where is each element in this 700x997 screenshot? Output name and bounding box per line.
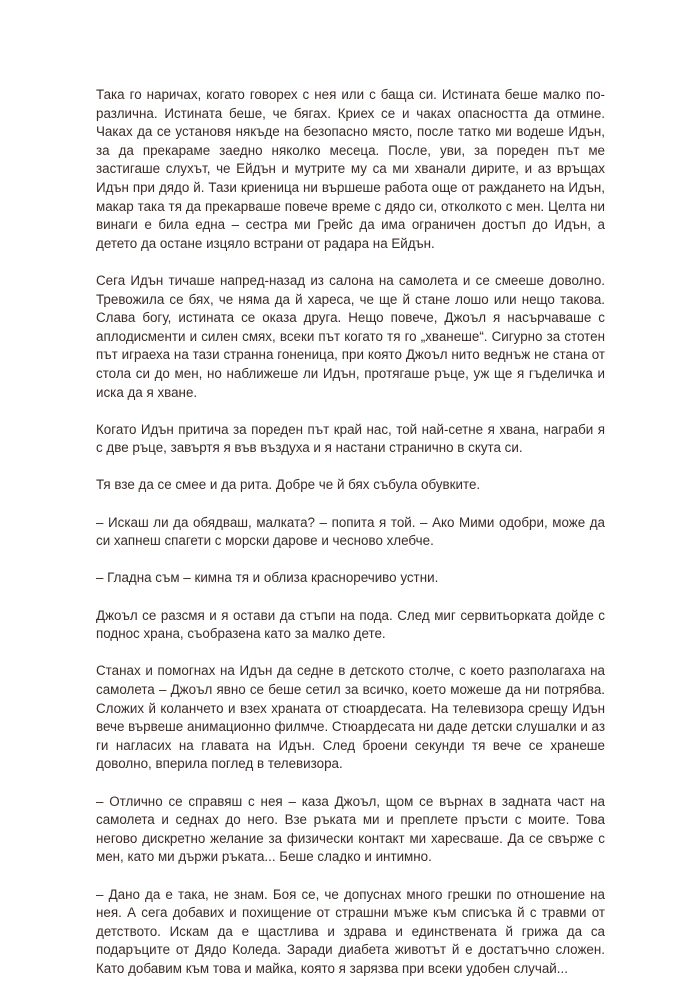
paragraph: – Дано да е така, не знам. Боя се, че допуснах много грешки по отношение на нея. А сега добавих и похищение от страшни мъже към списъка й с травми от детството. Искам да е щастлива и здрава и единствената й грижа да са подаръците от Дядо Коледа. Заради диабета животът й е достатъчно сложен. Като добавим към това и майка, която я зарязва при всеки удобен случай... bbox=[96, 886, 605, 976]
paragraph: Тя взе да се смее и да рита. Добре че й бях събула обувките. bbox=[96, 477, 481, 493]
paragraph: – Гладна съм – кимна тя и облиза красноречиво устни. bbox=[96, 570, 439, 586]
paragraph: Когато Идън притича за пореден път край нас, той най-сетне я хвана, награби я с две ръце, завъртя я във въздуха и я настани странично в скута си. bbox=[96, 421, 605, 456]
paragraph: Сега Идън тичаше напред-назад из салона на самолета и се смееше доволно. Тревожила се бях, че няма да й хареса, че ще й стане лошо или нещо такова. Слава богу, истината се оказа друга. Нещо повече, Джоъл я насърчаваше с аплодисменти и силен смях, всеки път когато тя го „хванеше“. Сигурно за стотен път играеха на тази странна гоненица, при която Джоъл нито веднъж не стана от стола си до мен, но наближеше ли Идън, протягаше ръце, уж ще я гъделичка и иска да я хване. bbox=[96, 272, 605, 400]
paragraph: Джоъл се разсмя и я остави да стъпи на пода. След миг сервитьорката дойде с поднос храна, съобразена като за малко дете. bbox=[96, 607, 605, 642]
paragraph: Станах и помогнах на Идън да седне в детското столче, с което разполагаха на самолета – Джоъл явно се беше сетил за всичко, което можеше да ни потрябва. Сложих й коланчето и взех храната от стюардесата. На телевизора срещу Идън вече вървеше анимационно филмче. Стюардесата ни даде детски слушалки и аз ги нагласих на главата на Идън. След броени секунди тя вече се хранеше доволно, вперила поглед в телевизора. bbox=[96, 663, 605, 772]
paragraph: – Искаш ли да обядваш, малката? – попита я той. – Ако Мими одобри, може да си хапнеш спагети с морски дарове и чесново хлебче. bbox=[96, 514, 605, 549]
document-page bbox=[96, 86, 605, 997]
paragraph: Така го наричах, когато говорех с нея или с баща си. Истината беше малко по-различна. Истината беше, че бягах. Криех се и чаках опасността да отмине. Чаках да се установя някъде на безопасно място, после татко ми водеше Идън, за да прекараме заедно няколко месеца. После, уви, за пореден път ме застигаше слухът, че Ейдън и мутрите му са ми хванали дирите, и аз връщах Идън при дядо й. Тази криеница ни вършеше работа още от раждането на Идън, макар така тя да прекарваше повече време с дядо си, отколкото с мен. Целта ни винаги е била една – сестра ми Грейс да има ограничен достъп до Идън, а детето да остане изцяло встрани от радара на Ейдън. bbox=[96, 87, 605, 251]
paragraph: – Отлично се справяш с нея – каза Джоъл, щом се върнах в задната част на самолета и седнах до него. Взе ръката ми и преплете пръсти с моите. Това негово дискретно желание за физически контакт ми харесваше. Да се свърже с мен, като ми държи ръката... Беше сладко и интимно. bbox=[96, 793, 605, 865]
